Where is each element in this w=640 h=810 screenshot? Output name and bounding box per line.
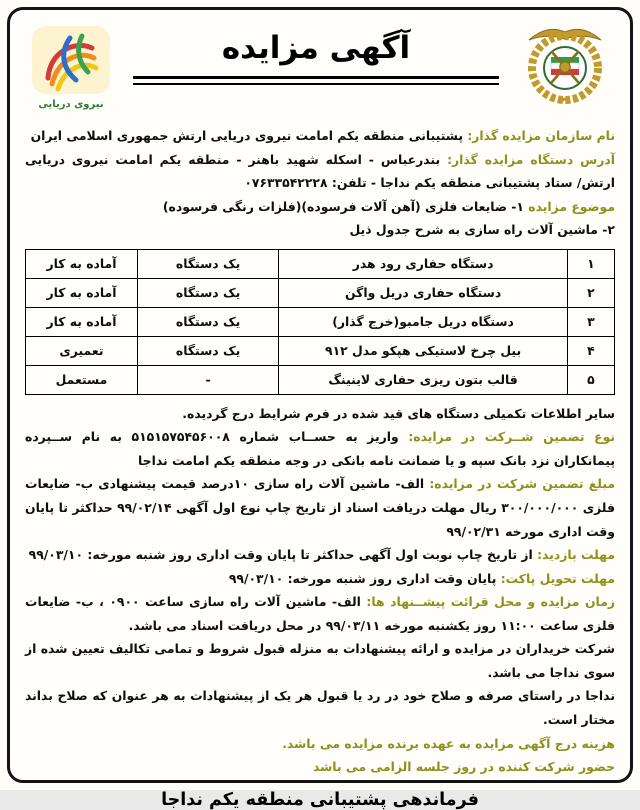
title-rule-top: [133, 76, 499, 79]
address-paragraph: [25, 148, 615, 195]
table-row: [26, 365, 615, 394]
navy-logo-caption: نیروی دریایی: [38, 99, 104, 110]
title-rule-bottom: [133, 83, 499, 85]
item-description-cell: بیل چرخ لاستیکی هپکو مدل ۹۱۲: [279, 336, 568, 365]
org-name-paragraph: [25, 124, 615, 148]
visit-deadline-label: مهلت بازدید:: [537, 547, 615, 563]
row-number-cell: ۱: [567, 249, 614, 278]
status-cell: آماده به کار: [26, 249, 138, 278]
subject-item2-text: ۲- ماشین آلات راه سازی به شرح جدول ذیل: [349, 222, 615, 238]
status-cell: آماده به کار: [26, 307, 138, 336]
signature-line: فرماندهی پشتیبانی منطقه یکم نداجا: [161, 789, 479, 810]
page-title: آگهی مزایده: [221, 30, 411, 66]
quantity-cell: یک دستگاه: [137, 336, 278, 365]
table-row: [26, 278, 615, 307]
attendance-label: حضور شرکت کننده در روز جلسه الزامی می باشد: [312, 759, 615, 775]
guarantee-type-paragraph: نوع تضمین شــرکت در مزایده: واریز به حســاب شماره ۵۱۵۱۵۷۵۴۵۶۰۰۸ به نام ســپرده پیمانکاران نزد بانک سپه و یا ضمانت نامه بانکی در وجه منطقه یکم امامت نداجا: [25, 429, 616, 468]
subject-paragraph: [25, 195, 615, 219]
address-label: آدرس دستگاه مزایده گذار:: [447, 151, 615, 167]
subject-text: ۱- ضایعات فلزی (آهن آلات فرسوده)(فلزات رنگی فرسوده): [162, 198, 524, 214]
guarantee-type-label: نوع تضمین شــرکت در مزایده:: [408, 429, 616, 445]
army-emblem-logo: [515, 18, 615, 106]
item-description-cell: قالب بتون ریزی حفاری لاینینگ: [279, 365, 568, 394]
row-number-cell: ۲: [567, 278, 614, 307]
auction-time-paragraph: زمان مزایده و محل قرائت پیشــنهاد ها: الف- ماشین آلات راه سازی ساعت ۰۹۰۰ ، ب- ضایعات فلزی ساعت ۱۱:۰۰ روز یکشنبه مورخه ۹۹/۰۳/۱۱ در محل دریافت اسناد می باشد.: [25, 594, 615, 633]
ad-cost-paragraph: [25, 732, 615, 756]
title-block: [123, 18, 509, 85]
ad-cost-label: هزینه درج آگهی مزایده به عهده برنده مزایده می باشد.: [282, 735, 615, 751]
table-row: [26, 307, 615, 336]
navy-logo-icon: [28, 24, 114, 112]
item-description-cell: دستگاه حفاری دریل واگن: [279, 278, 568, 307]
envelope-deadline-label: مهلت تحویل پاکت:: [500, 570, 615, 586]
status-cell: آماده به کار: [26, 278, 138, 307]
status-cell: تعمیری: [26, 336, 138, 365]
status-cell: مستعمل: [26, 365, 138, 394]
notice-frame: [7, 7, 633, 810]
quantity-cell: یک دستگاه: [137, 307, 278, 336]
table-row: [26, 249, 615, 278]
guarantee-amount-label: مبلغ تضمین شرکت در مزایده:: [429, 476, 615, 492]
item-description-cell: دستگاه دریل جامبو(خرج گذار): [279, 307, 568, 336]
item-description-cell: دستگاه حفاری رود هدر: [279, 249, 568, 278]
quantity-cell: -: [137, 365, 278, 394]
address-text: بندرعباس - اسکله شهید باهنر - منطقه یکم امامت نیروی دریایی ارتش/ ستاد پشتیبانی منطقه یکم نداجا - تلفن: ۰۷۶۳۳۵۴۲۲۲۸: [25, 151, 615, 191]
quantity-cell: یک دستگاه: [137, 278, 278, 307]
row-number-cell: ۵: [567, 365, 614, 394]
org-name-label: نام سازمان مزایده گذار:: [467, 128, 615, 143]
notice-body: [25, 124, 615, 779]
acceptance-terms-paragraph: شرکت خریداران در مزایده و ارائه پیشنهادات به منزله قبول شروط و تمامی تکالیف تعیین شده از سوی نداجا می باشد.: [25, 641, 615, 680]
visit-deadline-paragraph: مهلت بازدید: از تاریخ چاپ نوبت اول آگهی حداکثر تا پایان وقت اداری روز شنبه مورخه: ۹۹/۰۳/۱۰: [28, 547, 615, 563]
subject-label: موضوع مزایده: [523, 198, 615, 214]
row-number-cell: ۳: [567, 307, 614, 336]
org-name-text: پشتیبانی منطقه یکم امامت نیروی دریایی ارتش جمهوری اسلامی ایران: [30, 128, 468, 143]
notice-header: [25, 18, 615, 116]
navy-logo: [25, 18, 117, 112]
additional-info-paragraph: سایر اطلاعات تکمیلی دستگاه های قید شده در فرم شرایط درج گردیده.: [182, 405, 615, 421]
equipment-table: [25, 249, 615, 395]
guarantee-amount-paragraph: مبلغ تضمین شرکت در مزایده: الف- ماشین آلات راه سازی ۱۰درصد قیمت پیشنهادی ب- ضایعات فلزی ۳۰۰/۰۰۰/۰۰۰ ریال مهلت دریافت اسناد از تاریخ چاپ نوع اول آگهی ۹۹/۰۲/۱۴ حداکثر تا پایان وقت اداری مورخه ۹۹/۰۲/۳۱: [25, 476, 615, 539]
subject-item2-paragraph: [25, 218, 615, 242]
auction-time-label: زمان مزایده و محل قرائت پیشــنهاد ها:: [366, 594, 615, 610]
rejection-right-paragraph: نداجا در راستای صرفه و صلاح خود در رد یا قبول هر یک از پیشنهادات به هر عنوان که صلاح بداند مختار است.: [25, 688, 615, 728]
army-emblem-icon: [517, 20, 613, 106]
row-number-cell: ۴: [567, 336, 614, 365]
quantity-cell: یک دستگاه: [137, 249, 278, 278]
table-row: [26, 336, 615, 365]
envelope-deadline-paragraph: مهلت تحویل پاکت: پایان وقت اداری روز شنبه مورخه: ۹۹/۰۳/۱۰: [228, 570, 615, 586]
attendance-paragraph: [25, 755, 615, 779]
